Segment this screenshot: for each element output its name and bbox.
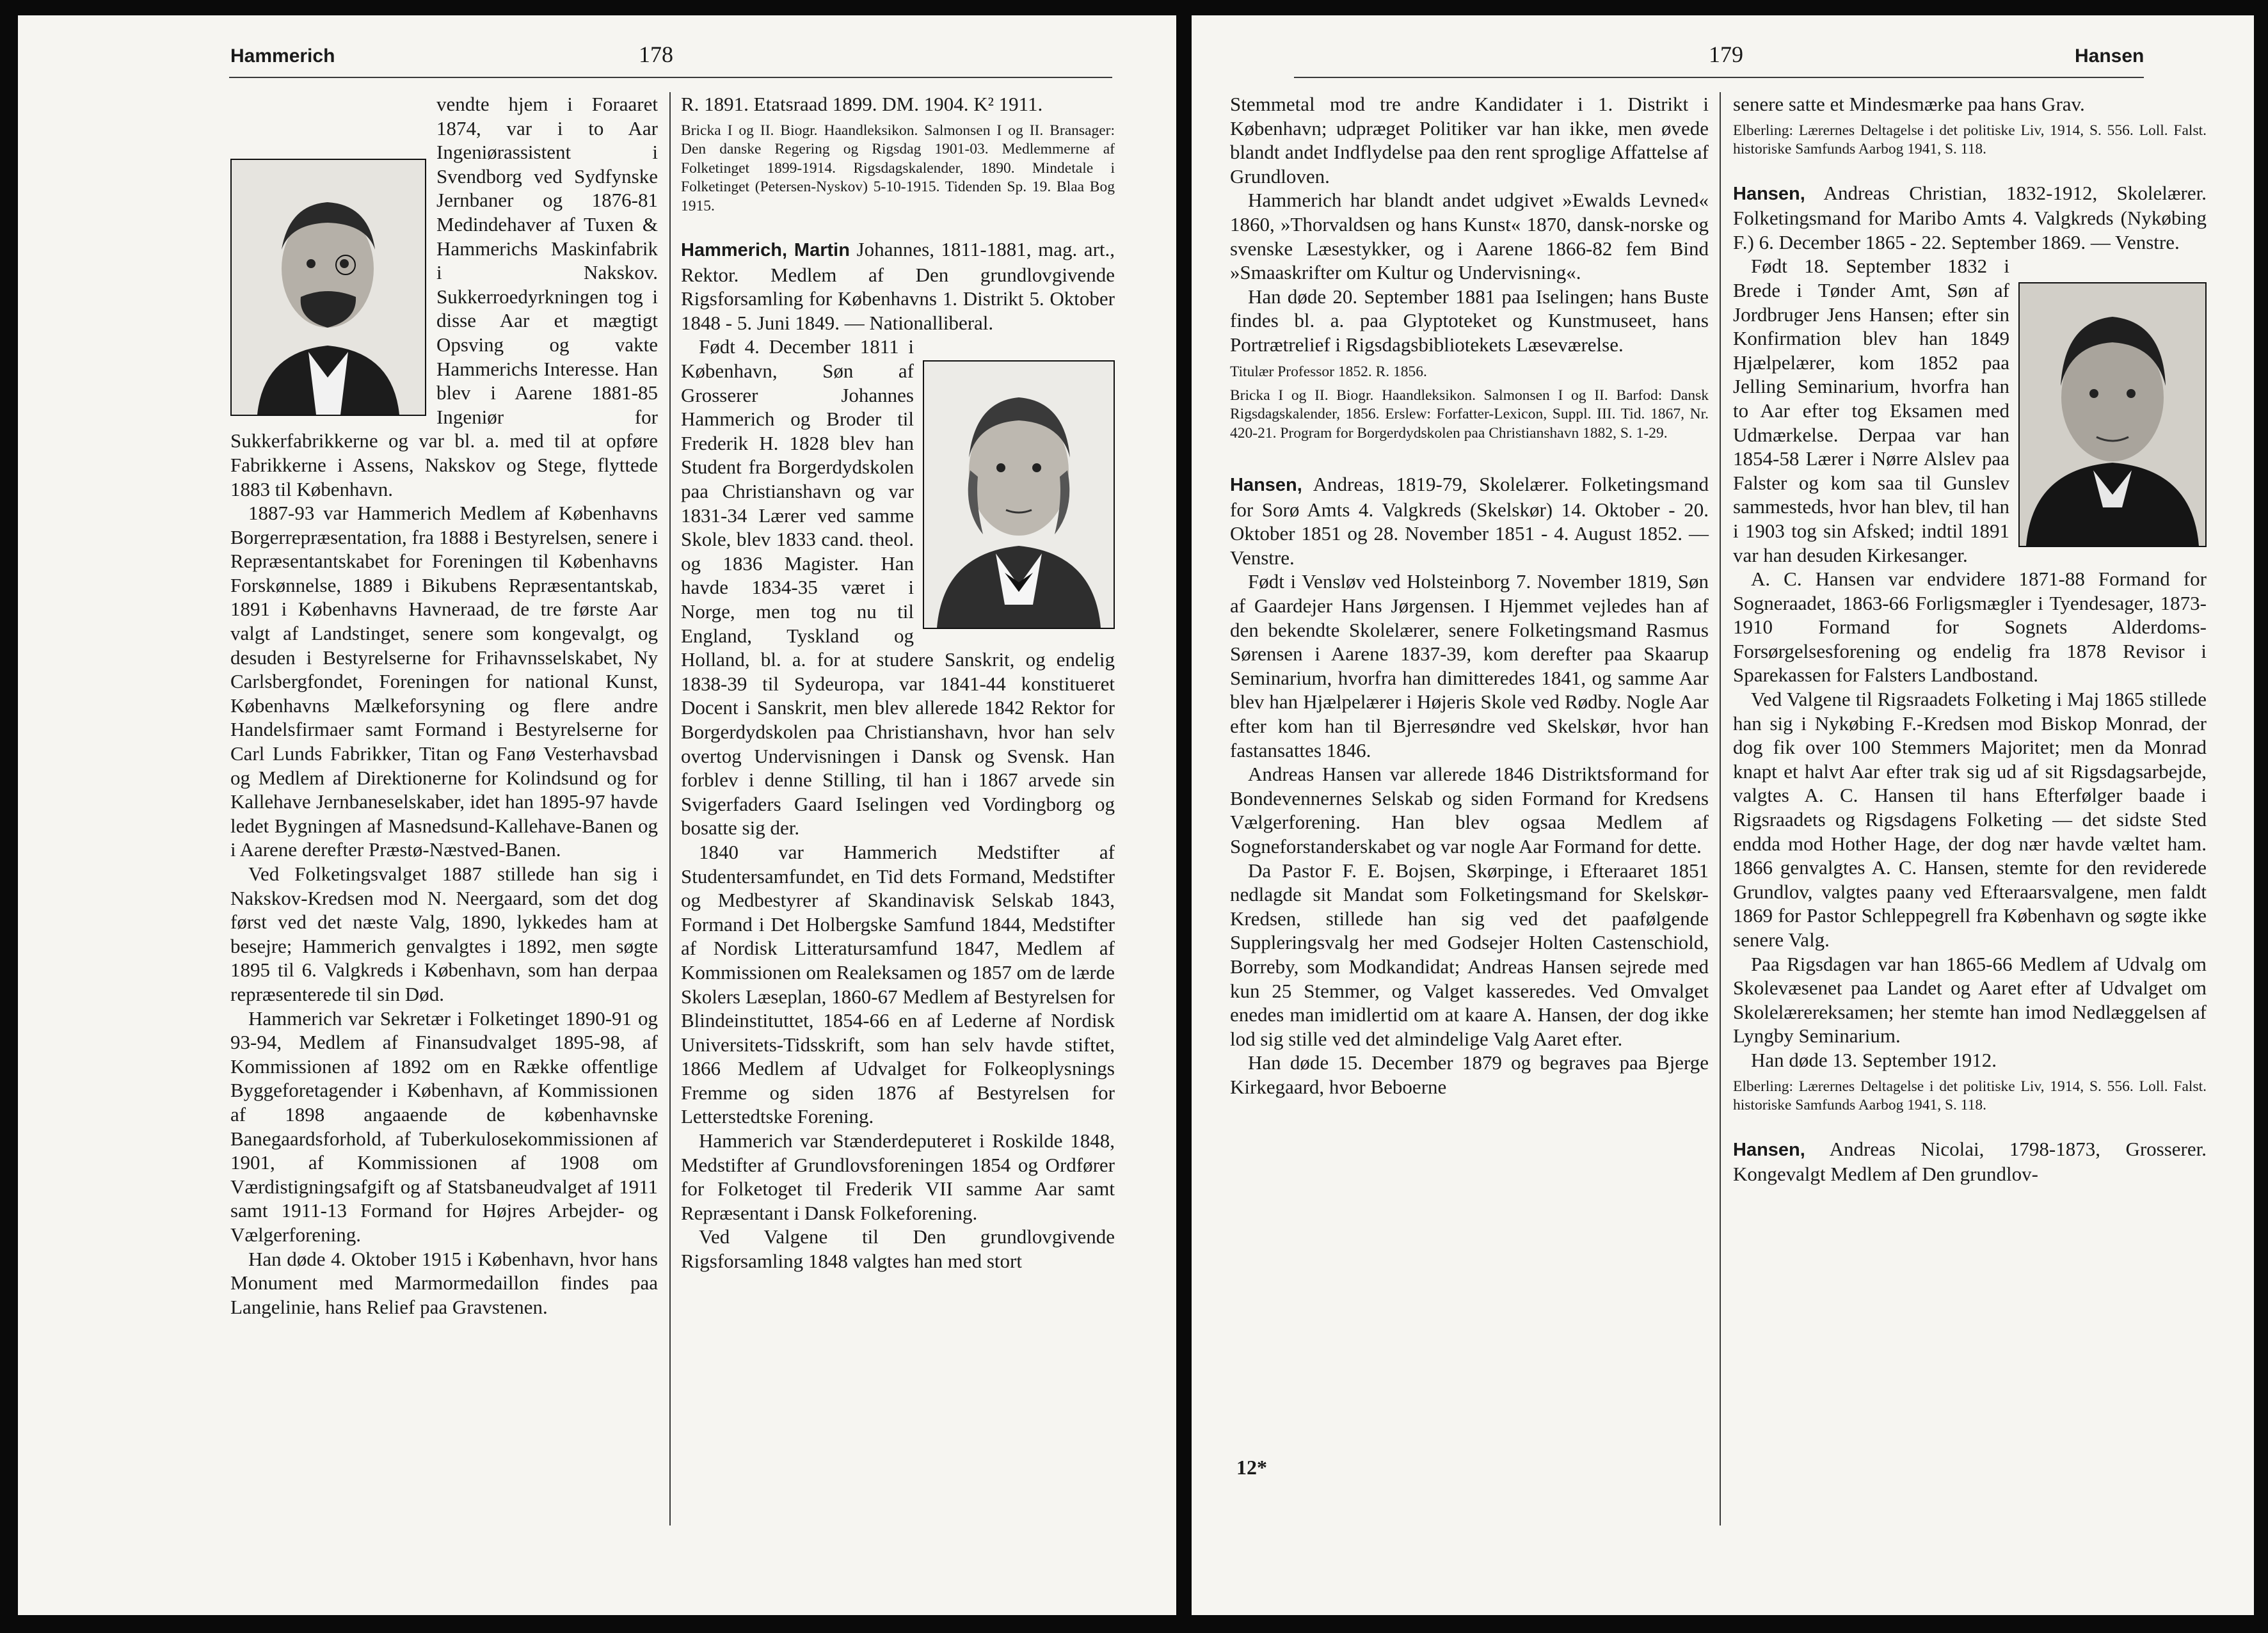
bibliography-note: Elberling: Lærernes Deltagelse i det politiske Liv, 1914, S. 556. Loll. Falst. historiske Samfunds Aarbog 1941, S. 118. xyxy=(1733,122,2207,158)
entry-header: Hammerich, Martin Johannes, 1811-1881, mag. art., Rektor. Medlem af Den grundlovgivende Rigsforsamling for Københavns 1. Distrikt 5. Oktober 1848 - 5. Juni 1849. — Nationalliberal. xyxy=(681,238,1115,334)
paragraph: Andreas Hansen var allerede 1846 Distriktsformand for Bondevennernes Selskab og siden Formand for Kredsens Vælgerforening. Han blev ogsaa Medlem af Sogneforstanderskabet og var nogle Aar Formand for dette. xyxy=(1230,763,1709,857)
paragraph: Da Pastor F. E. Bojsen, Skørpinge, i Efteraaret 1851 nedlagde sit Mandat som Folketingsmand for Skelskør-Kredsen, stillede han sig ved det paafølgende Suppleringsvalg her med Godsejer Holten Castenschiold, Borreby, som Modkandidat; Andreas Hansen sejrede med kun 25 Stemmer, og Valget kasseredes. Ved Omvalget enedes man imidlertid om at kaare A. Hansen, der dog ikke lod sig stille ved det almindelige Valg Aaret efter. xyxy=(1230,859,1709,1050)
paragraph: Født 4. December 1811 i København, Søn af Grosserer Johannes Hammerich og Broder til Frederik H. 1828 blev han Student fra Borgerdydskolen paa Christianshavn og var 1831-34 Lærer ved samme Skole, blev 1833 cand. theol. og 1836 Magister. Han havde 1834-35 været i Norge, men tog nu til England, Tyskland og Holland, bl. a. for at studere Sanskrit, og endelig 1838-39 til Sydeuropa, var 1841-44 konstitueret Docent i Sanskrit, men blev allerede 1842 Rektor for Borgerdydskolen paa Christianshavn, hvor han selv overtog Undervisningen i Dansk og Svensk. Han forblev i denne Stilling, til han i 1867 arvede sin Svigerfaders Gaard Iselingen ved Vordingborg og bosatte sig der. xyxy=(681,335,1115,840)
paragraph: Stemmetal mod tre andre Kandidater i 1. Distrikt i København; udpræget Politiker var han ikke, men øvede blandt andet Indflydelse paa den rent sproglige Affattelse af Grundloven. xyxy=(1230,93,1709,187)
paragraph: Hammerich var Stænderdeputeret i Roskilde 1848, Medstifter af Grundlovsforeningen 1854 og Ordfører for Folketoget til Frederik VII samme Aar samt Repræsentant i Dansk Folkeforening. xyxy=(681,1129,1115,1224)
signature-mark: 12* xyxy=(1236,1456,1267,1479)
column-rule xyxy=(1720,92,1721,1525)
running-head: Hammerich xyxy=(230,45,335,67)
left-page xyxy=(18,15,1176,1615)
paragraph: senere satte et Mindesmærke paa hans Grav. xyxy=(1733,93,2085,115)
paragraph: 1887-93 var Hammerich Medlem af Københavns Borgerrepræsentation, fra 1888 i Bestyrelsen, senere i Repræsentantskabet for Foreningen til Københavns Forskønnelse, 1889 i Bikubens Repræsentantskab, 1891 i Københavns Havneraad, de tre første Aar valgt af Landstinget, senere som kongevalgt, og desuden i Bestyrelserne for Frihavnsselskabet, Ny Carlsbergfondet, Foreningen for national Kunst, Københavns Mælkeforsyning og flere andre Handelsfirmaer samt Formand i Bestyrelserne for Carl Lunds Fabrikker, Titan og Fanø Vesterhavsbad og Medlem af Direktionerne for Kolindsund og for Kallehave Jernbaneselskaber, idet han 1895-97 havde ledet Bygningen af Masnedsund-Kallehave-Banen og i Aarene derefter Præstø-Næstved-Banen. xyxy=(230,502,658,861)
right-page xyxy=(1192,15,2254,1615)
bibliography-note: Bricka I og II. Biogr. Haandleksikon. Salmonsen I og II. Barfod: Dansk Rigsdagskalender, 1856. Erslew: Forfatter-Lexicon, Suppl. III. Tid. 1867, Nr. 420-21. Program for Borgerdydskolen paa Christianshavn 1882, S. 1-29. xyxy=(1230,386,1709,442)
paragraph: Han døde 20. September 1881 paa Iselingen; hans Buste findes bl. a. paa Glyptoteket og Kunstmuseet, hans Portrætrelief i Rigsdagsbibliotekets Læseværelse. xyxy=(1230,285,1709,356)
paragraph: Han døde 4. Oktober 1915 i København, hvor hans Monument med Marmormedaillon findes paa Langelinie, hans Relief paa Gravstenen. xyxy=(230,1247,658,1318)
header-rule xyxy=(1294,77,2144,78)
column-left-2 xyxy=(681,92,1115,1273)
bibliography-note: Bricka I og II. Biogr. Haandleksikon. Salmonsen I og II. Bransager: Den danske Regering og Rigsdag 1901-03. Medlemmerne af Folketinget 1899-1914. Rigsdagskalender, 1890. Mindetale i Folketinget (Petersen-Nyskov) 5-10-1915. Tidenden Sp. 19. Blaa Bog 1915. xyxy=(681,122,1115,214)
page-number: 179 xyxy=(1709,42,1743,67)
column-rule xyxy=(669,92,671,1525)
entry-header: Hansen, Andreas, 1819-79, Skolelærer. Folketingsmand for Sorø Amts 4. Valgkreds (Skelskør) 14. Oktober - 20. Oktober 1851 og 28. November 1851 - 4. August 1852. — Venstre. xyxy=(1230,473,1709,569)
column-right-1 xyxy=(1230,92,1709,1099)
entry-header: Hansen, Andreas Christian, 1832-1912, Skolelærer. Folketingsmand for Maribo Amts 4. Valgkreds (Nykøbing F.) 6. December 1865 - 22. September 1869. — Venstre. xyxy=(1733,181,2207,253)
paragraph: vendte hjem i Foraaret 1874, var i to Aar Ingeniørassistent i Svendborg ved Sydfynske Jernbaner og 1876-81 Medindehaver af Tuxen & Hammerichs Maskinfabrik i Nakskov. Sukkerroedyrkningen tog i disse Aar et mægtigt Opsving og vakte Hammerichs Interesse. Han blev i Aarene 1881-85 Ingeniør for Sukkerfabrikkerne og var bl. a. med til at opføre Fabrikkerne i Assens, Nakskov og Stege, flyttede 1883 til København. xyxy=(230,93,658,500)
paragraph: Født 18. September 1832 i Brede i Tønder Amt, Søn af Jordbruger Jens Hansen; efter sin Konfirmation blev han 1849 Hjælpelærer, kom 1852 paa Jelling Seminarium, hvorfra han to Aar efter tog Eksamen med Udmærkelse. Derpaa var han 1854-58 Lærer i Nørre Alslev paa Falster og kom saa til Gunslev sammesteds, hvor han blev, til han i 1903 tog sin Afsked; indtil 1891 var han desuden Kirkesanger. xyxy=(1733,254,2207,567)
paragraph: 1840 var Hammerich Medstifter af Studentersamfundet, en Tid dets Formand, Medstifter og Medbestyrer af Skandinavisk Selskab 1843, Formand i Det Holbergske Samfund 1844, Medstifter af Nordisk Litteratursamfund 1847, Medlem af Kommissionen om Realeksamen og 1857 om de lærde Skolers Læseplan, 1860-67 Medlem af Bestyrelsen for Blindeinstituttet, 1854-66 en af Lederne af Nordisk Universitets-Tidsskrift, som han selv havde stiftet, 1866 Medlem af Udvalget for Folkeoplysnings Fremme og siden 1876 af Bestyrelsen for Letterstedtske Forening. xyxy=(681,840,1115,1128)
paragraph: Han døde 13. September 1912. xyxy=(1751,1048,1997,1071)
paragraph: Hammerich var Sekretær i Folketinget 1890-91 og 93-94, Medlem af Finansudvalget 1895-98, af Kommissionen af 1892 om en Række offentlige Byggeforetagender i København, af Kommissionen af 1898 angaaende de københavnske Banegaardsforhold, af Tuberkulosekommissionen af 1901, af Kommissionen af 1908 om Værdistigningsafgift og af Statsbaneudvalget af 1911 samt 1911-13 Formand for Højres Arbejder- og Vælgerforening. xyxy=(230,1007,658,1246)
paragraph: R. 1891. Etatsraad 1899. DM. 1904. K² 1911. xyxy=(681,93,1043,115)
paragraph: Hammerich har blandt andet udgivet »Ewalds Levned« 1860, »Thorvaldsen og hans Kunst« 1870, dansk-norske og svenske Læsestykker, og i Aarene 1866-82 fem Bind »Smaaskrifter om Kultur og Undervisning«. xyxy=(1230,189,1709,284)
paragraph: Ved Valgene til Rigsraadets Folketing i Maj 1865 stillede han sig i Nykøbing F.-Kredsen mod Biskop Monrad, der dog fik over 100 Stemmers Majoritet; men da Monrad knapt et halvt Aar efter trak sig ud af sit Rigsdagsarbejde, valgtes A. C. Hansen til hans Efterfølger baade i Rigsraadets og Rigsdagens Folketing — det sidste Sted endda mod Hother Hage, der dog nær havde væltet ham. 1866 genvalgtes A. C. Hansen, stemte for den reviderede Grundlov, valgtes paany ved Efteraarsvalgene, men faldt 1869 for Pastor Schleppegrell fra København og søgte ikke senere Valg. xyxy=(1733,688,2207,951)
paragraph: Han døde 15. December 1879 og begraves paa Bjerge Kirkegaard, hvor Beboerne xyxy=(1230,1051,1709,1098)
paragraph: A. C. Hansen var endvidere 1871-88 Formand for Sogneraadet, 1863-66 Forligsmægler i Tyendesager, 1873-1910 Formand for Sognets Alderdoms-Forsørgelsesforening og endelig fra 1878 Revisor i Sparekassen for Falsters Landbostand. xyxy=(1733,568,2207,687)
paragraph: Paa Rigsdagen var han 1865-66 Medlem af Udvalg om Skolevæsenet paa Landet og Aaret efter af Udvalget om Skolelærereksamen; her stemte han imod Nedlæggelsen af Lyngby Seminarium. xyxy=(1733,952,2207,1048)
column-left-1 xyxy=(230,92,658,1319)
paragraph: Ved Folketingsvalget 1887 stillede han sig i Nakskov-Kredsen mod N. Neergaard, som det dog først ved det næste Valg, 1890, lykkedes ham at besejre; Hammerich genvalgtes i 1892, men søgte 1895 til 6. Valgkreds i København, som han derpaa repræsenterede til sin Død. xyxy=(230,863,658,1005)
portrait-martin-hammerich-engraving xyxy=(923,360,1115,629)
bibliography-note: Elberling: Lærernes Deltagelse i det politiske Liv, 1914, S. 556. Loll. Falst. historiske Samfunds Aarbog 1941, S. 118. xyxy=(1733,1078,2207,1114)
column-right-2 xyxy=(1733,92,2207,1186)
running-head: Hansen xyxy=(2075,45,2144,67)
portrait-ac-hansen-photo xyxy=(2018,282,2207,547)
paragraph: Født i Vensløv ved Holsteinborg 7. November 1819, Søn af Gaardejer Hans Jørgensen. I Hjemmet vejledes han af den bekendte Skolelærer, senere Folketingsmand Rasmus Sørensen i Aarene 1837-39, kom derefter paa Skaarup Seminarium, hvorfra han dimitteredes 1841, og samme Aar blev han Hjælpelærer i Højeris Skole ved Rødby. Nogle Aar efter kom han til Bjerresøndre ved Skelskør, hvor han fastansattes 1846. xyxy=(1230,570,1709,761)
header-rule xyxy=(229,77,1112,78)
titles-note: Titulær Professor 1852. R. 1856. xyxy=(1230,363,1427,380)
entry-header: Hansen, Andreas Nicolai, 1798-1873, Grosserer. Kongevalgt Medlem af Den grundlov- xyxy=(1733,1137,2207,1186)
paragraph: Ved Valgene til Den grundlovgivende Rigsforsamling 1848 valgtes han med stort xyxy=(681,1225,1115,1273)
page-number: 178 xyxy=(639,42,673,67)
portrait-hammerich-photo xyxy=(230,159,426,416)
